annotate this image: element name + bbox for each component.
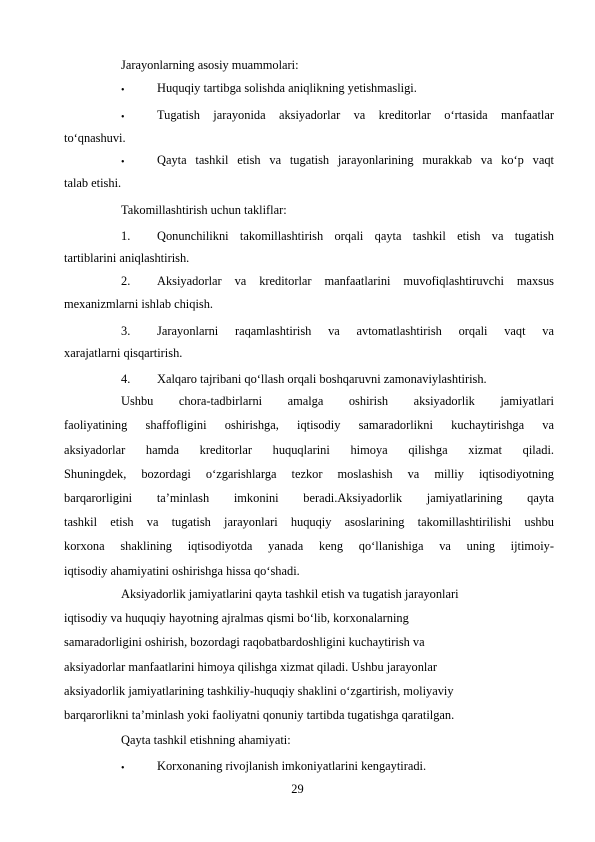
bullet-marker: •	[121, 85, 125, 96]
numbered-item-3: Jarayonlarni raqamlashtirish va avtomatlashtirish orqali vaqt va	[157, 324, 554, 338]
numbered-item-2: Aksiyadorlar va kreditorlar manfaatlarini muvofiqlashtiruvchi maxsus	[157, 274, 554, 288]
section-heading-problems: Jarayonlarning asosiy muammolari:	[121, 58, 299, 72]
bullet-item-3-continuation: talab etishi.	[64, 176, 122, 190]
list-number: 3.	[121, 324, 131, 338]
list-number: 2.	[121, 274, 131, 288]
bullet-item-3: Qayta tashkil etish va tugatish jarayonlarining murakkab va ko‘p vaqt	[157, 153, 554, 167]
page-number: 29	[291, 782, 304, 796]
paragraph-1-line: korxona shaklining iqtisodiyotda yanada keng qo‘llanishiga va uning ijtimoiy-	[64, 539, 554, 553]
bullet-marker: •	[121, 112, 125, 123]
paragraph-1-line: Ushbu chora-tadbirlarni amalga oshirish aksiyadorlik jamiyatlari	[121, 394, 554, 408]
bullet-marker: •	[121, 157, 125, 168]
paragraph-2-line: aksiyadorlik jamiyatlarining tashkiliy-huquqiy shaklini o‘zgartirish, moliyaviy	[64, 684, 454, 698]
list-number: 4.	[121, 372, 131, 386]
paragraph-2-line: Aksiyadorlik jamiyatlarini qayta tashkil etish va tugatish jarayonlari	[121, 587, 459, 601]
paragraph-1-line: iqtisodiy ahamiyatini oshirishga hissa qo‘shadi.	[64, 564, 300, 578]
numbered-item-1-continuation: tartiblarini aniqlashtirish.	[64, 251, 190, 265]
numbered-item-1: Qonunchilikni takomillashtirish orqali qayta tashkil etish va tugatish	[157, 229, 554, 243]
numbered-item-4: Xalqaro tajribani qo‘llash orqali boshqaruvni zamonaviylashtirish.	[157, 372, 487, 386]
paragraph-2-line: barqarorlikni ta’minlash yoki faoliyatni qonuniy tartibda tugatishga qaratilgan.	[64, 708, 455, 722]
bullet-item-2-continuation: to‘qnashuvi.	[64, 131, 126, 145]
section-heading-importance: Qayta tashkil etishning ahamiyati:	[121, 733, 291, 747]
bullet-item-2: Tugatish jarayonida aksiyadorlar va kreditorlar o‘rtasida manfaatlar	[157, 108, 554, 122]
bullet-marker: •	[121, 763, 125, 774]
bullet-item-4: Korxonaning rivojlanish imkoniyatlarini kengaytiradi.	[157, 759, 427, 773]
paragraph-1-line: Shuningdek, bozordagi o‘zgarishlarga tezkor moslashish va milliy iqtisodiyotning	[64, 467, 554, 481]
numbered-item-3-continuation: xarajatlarni qisqartirish.	[64, 346, 183, 360]
section-heading-proposals: Takomillashtirish uchun takliflar:	[121, 203, 287, 217]
paragraph-2-line: samaradorligini oshirish, bozordagi raqobatbardoshligini kuchaytirish va	[64, 635, 425, 649]
paragraph-1-line: tashkil etish va tugatish jarayonlari huquqiy asoslarining takomillashtirilishi ushbu	[64, 515, 554, 529]
paragraph-1-line: faoliyatining shaffofligini oshirishga, iqtisodiy samaradorlikni kuchaytirishga va	[64, 418, 554, 432]
paragraph-2-line: iqtisodiy va huquqiy hayotning ajralmas qismi bo‘lib, korxonalarning	[64, 611, 409, 625]
list-number: 1.	[121, 229, 131, 243]
numbered-item-2-continuation: mexanizmlarni ishlab chiqish.	[64, 297, 213, 311]
bullet-item-1: Huquqiy tartibga solishda aniqlikning yetishmasligi.	[157, 81, 417, 95]
paragraph-1-line: barqarorligini ta’minlash imkonini beradi.Aksiyadorlik jamiyatlarining qayta	[64, 491, 554, 505]
paragraph-1-line: aksiyadorlar hamda kreditorlar huquqlarini himoya qilishga xizmat qiladi.	[64, 443, 554, 457]
paragraph-2-line: aksiyadorlar manfaatlarini himoya qilishga xizmat qiladi. Ushbu jarayonlar	[64, 660, 437, 674]
